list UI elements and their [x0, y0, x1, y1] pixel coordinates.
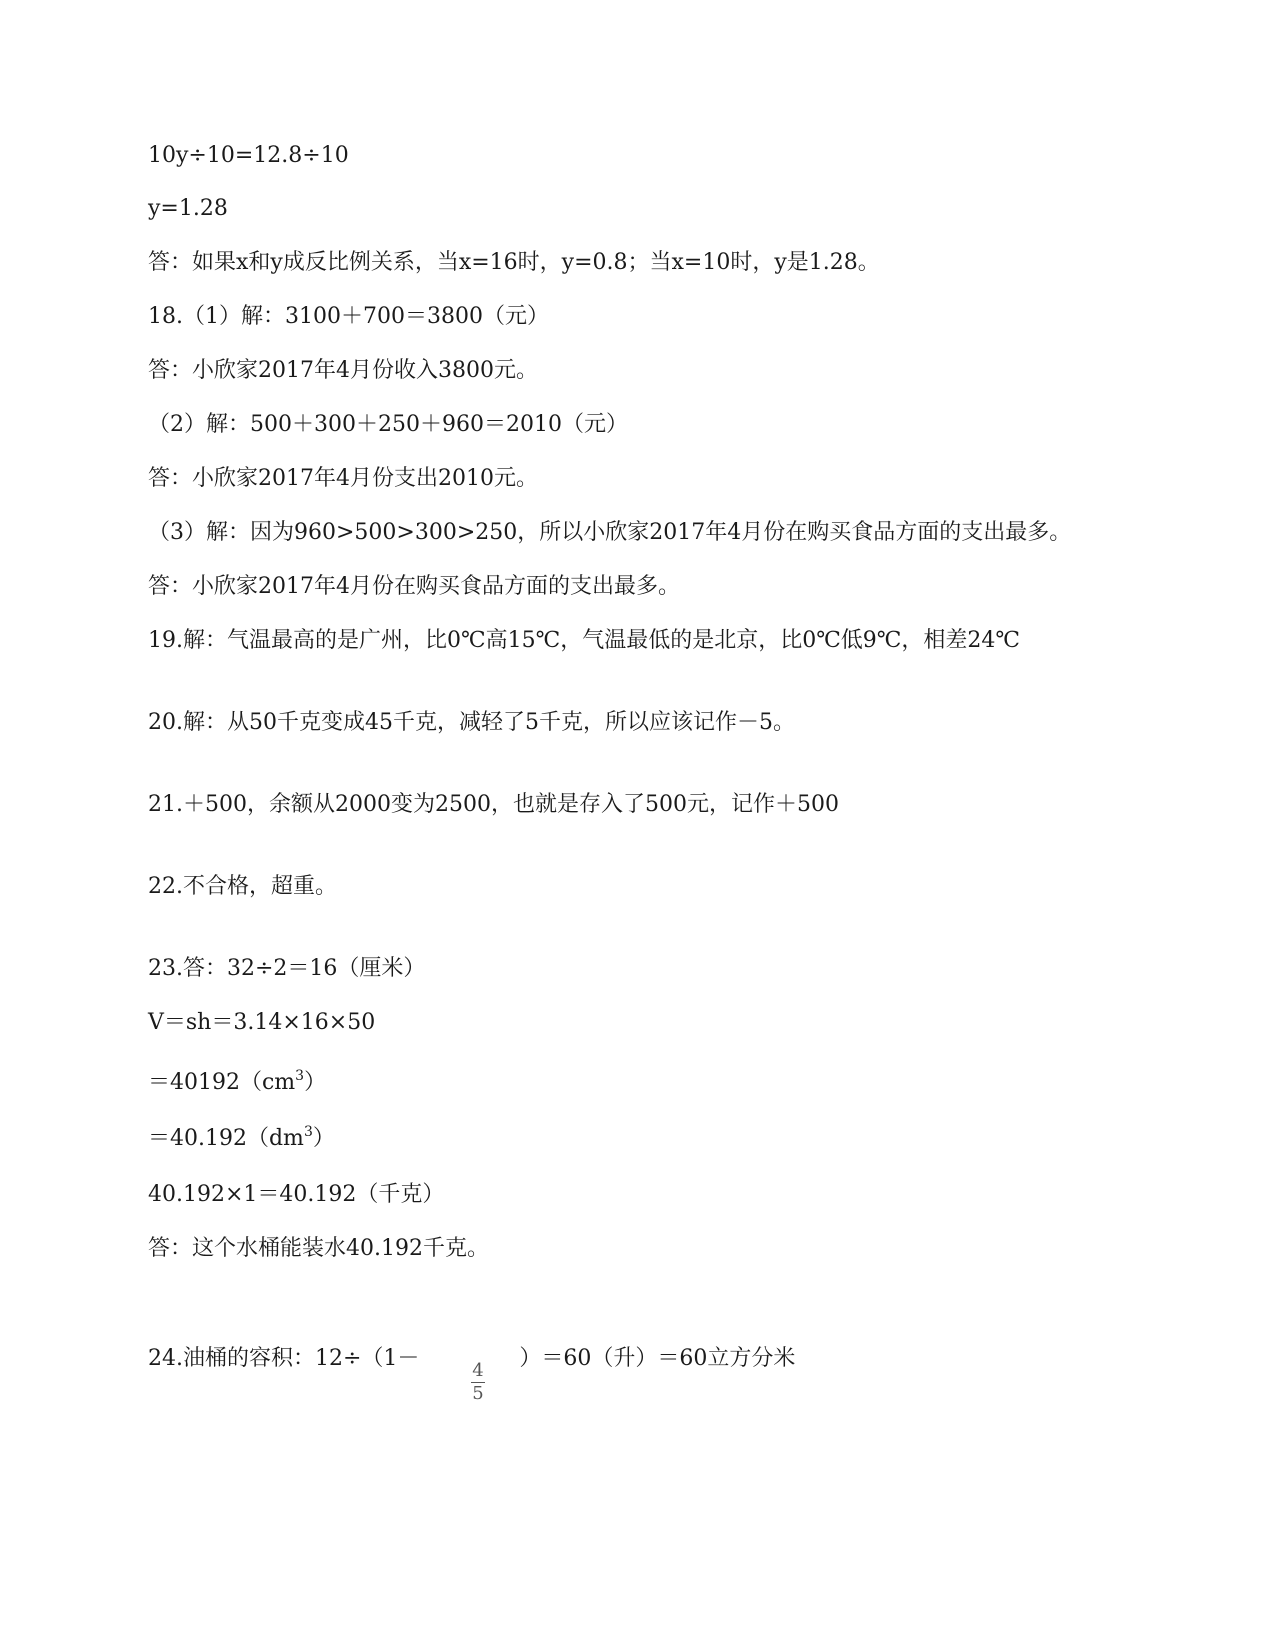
question-18-part-2: （2）解：500＋300＋250＋960＝2010（元）	[148, 412, 628, 437]
question-19: 19.解：气温最高的是广州，比0℃高15℃，气温最低的是北京，比0℃低9℃，相差24℃	[148, 628, 1021, 653]
text-part: ＝40.192（dm	[148, 1126, 304, 1151]
text-part: ）	[304, 1070, 327, 1095]
answer-line: 答：小欣家2017年4月份在购买食品方面的支出最多。	[148, 574, 680, 599]
answer-line: 答：如果x和y成反比例关系，当x=16时，y=0.8；当x=10时，y是1.28。	[148, 250, 880, 275]
answer-line: 答：小欣家2017年4月份收入3800元。	[148, 358, 538, 383]
text-part: ）	[312, 1126, 335, 1151]
answer-line: 答：小欣家2017年4月份支出2010元。	[148, 466, 538, 491]
answer-line: 答：这个水桶能装水40.192千克。	[148, 1236, 489, 1261]
text-line	[148, 1068, 326, 1098]
fraction-denominator: 5	[472, 1383, 484, 1404]
question-18-part-1: 18.（1）解：3100＋700＝3800（元）	[148, 304, 549, 329]
question-20: 20.解：从50千克变成45千克，减轻了5千克，所以应该记作－5。	[148, 710, 795, 735]
text-line	[148, 1124, 335, 1154]
text-line: V＝sh＝3.14×16×50	[148, 1010, 376, 1035]
text-line: y=1.28	[148, 196, 228, 221]
text-line: 10y÷10=12.8÷10	[148, 143, 349, 168]
question-23: 23.答：32÷2＝16（厘米）	[148, 956, 426, 981]
text-line: 40.192×1＝40.192（千克）	[148, 1182, 445, 1207]
superscript: 3	[295, 1068, 305, 1084]
question-18-part-3: （3）解：因为960>500>300>250，所以小欣家2017年4月份在购买食品方面的支出最多。	[148, 520, 1072, 545]
fraction-four-fifths	[466, 1360, 490, 1405]
text-part: 24.油桶的容积：12÷（1－	[148, 1346, 420, 1371]
superscript: 3	[303, 1124, 313, 1140]
question-21: 21.＋500，余额从2000变为2500，也就是存入了500元，记作＋500	[148, 792, 839, 817]
fraction-numerator: 4	[472, 1360, 484, 1381]
text-part: ）＝60（升）＝60立方分米	[519, 1346, 796, 1371]
question-22: 22.不合格，超重。	[148, 874, 337, 899]
text-part: ＝40192（cm	[148, 1070, 296, 1095]
